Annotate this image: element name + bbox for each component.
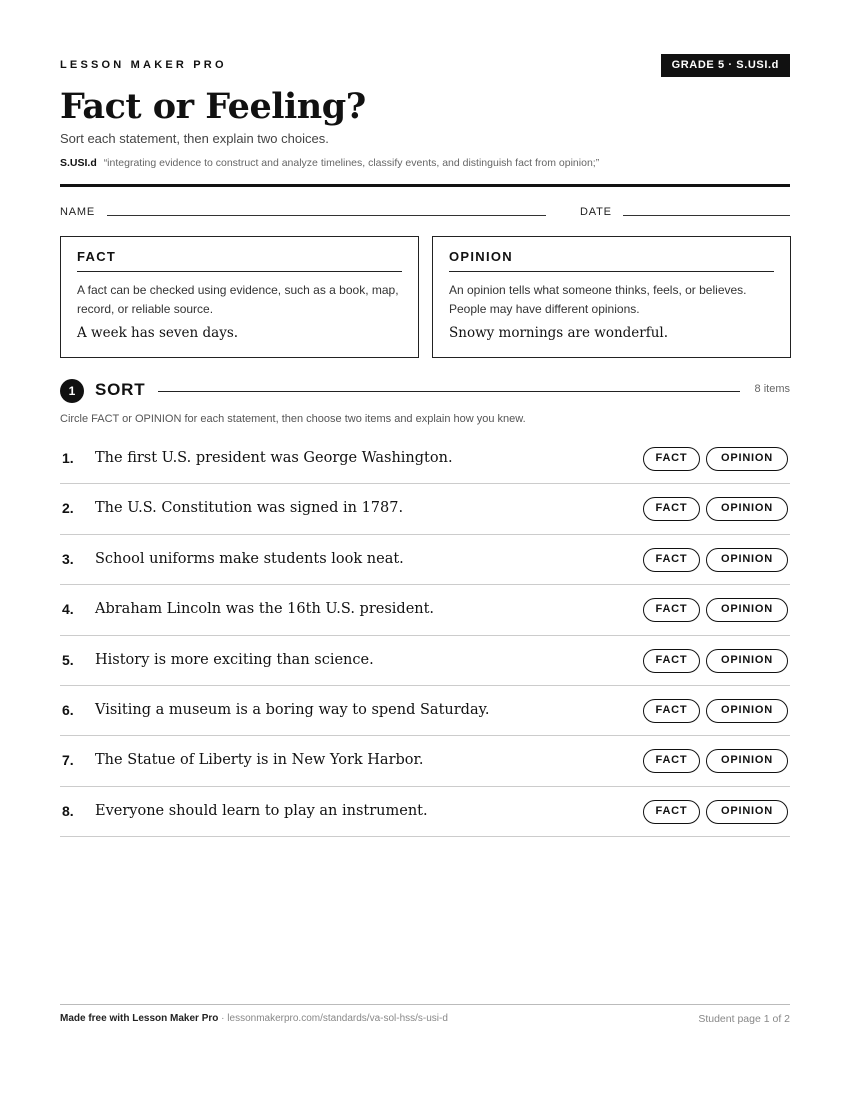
statement-item <box>60 434 790 484</box>
brand-name: LESSON MAKER PRO <box>60 59 227 71</box>
fact-choice-button[interactable]: FACT <box>643 447 700 471</box>
statement-item <box>60 585 790 635</box>
item-number: 6. <box>62 701 74 718</box>
item-number: 5. <box>62 651 74 668</box>
fact-choice-button[interactable]: FACT <box>643 699 700 723</box>
opinion-heading: OPINION <box>449 249 774 272</box>
opinion-example: Snowy mornings are wonderful. <box>449 325 669 341</box>
fact-choice-button[interactable]: FACT <box>643 497 700 521</box>
fact-choice-button[interactable]: FACT <box>643 800 700 824</box>
worksheet-page <box>60 0 790 1100</box>
statement-item <box>60 535 790 585</box>
fact-choice-button[interactable]: FACT <box>643 598 700 622</box>
section-number-badge: 1 <box>60 379 84 403</box>
fact-choice-button[interactable]: FACT <box>643 548 700 572</box>
header-divider <box>60 184 790 187</box>
opinion-choice-button[interactable]: OPINION <box>706 649 788 673</box>
footer-divider <box>60 1004 790 1005</box>
item-text: The U.S. Constitution was signed in 1787. <box>95 500 404 517</box>
fact-example: A week has seven days. <box>77 325 239 341</box>
item-number: 8. <box>62 802 74 819</box>
opinion-choice-button[interactable]: OPINION <box>706 749 788 773</box>
grade-badge: GRADE 5 · S.USI.d <box>661 54 790 77</box>
section-instructions: Circle FACT or OPINION for each statement, then choose two items and explain how you knew. <box>60 413 526 425</box>
standard-line <box>60 157 599 169</box>
standard-code: S.USI.d <box>60 157 97 169</box>
item-text: Everyone should learn to play an instrument. <box>95 802 428 819</box>
standard-text: “integrating evidence to construct and analyze timelines, classify events, and distinguish fact from opinion;” <box>103 157 600 169</box>
statement-item <box>60 686 790 736</box>
date-field[interactable] <box>623 215 790 216</box>
statement-item <box>60 787 790 837</box>
fact-definition-box <box>60 236 419 358</box>
statement-item <box>60 736 790 786</box>
page-title: Fact or Feeling? <box>60 86 366 127</box>
item-text: School uniforms make students look neat. <box>95 550 404 567</box>
opinion-description: An opinion tells what someone thinks, feels, or believes. People may have different opinions. <box>449 283 747 316</box>
name-label: NAME <box>60 206 95 218</box>
item-text: The Statue of Liberty is in New York Harbor. <box>95 752 424 769</box>
item-text: The first U.S. president was George Washington. <box>95 450 453 466</box>
item-text: Visiting a museum is a boring way to spend Saturday. <box>95 701 490 718</box>
name-field[interactable] <box>107 215 546 216</box>
item-number: 3. <box>62 550 74 567</box>
footer-url[interactable]: lessonmakerpro.com/standards/va-sol-hss/s-usi-d <box>227 1013 448 1024</box>
item-number: 1. <box>62 450 74 466</box>
footer-made-with: Made free with Lesson Maker Pro <box>60 1013 219 1024</box>
footer-separator: · <box>218 1013 228 1024</box>
fact-heading: FACT <box>77 249 402 272</box>
statement-item <box>60 484 790 534</box>
item-number: 7. <box>62 752 74 769</box>
footer-page-number: Student page 1 of 2 <box>698 1013 790 1025</box>
item-text: History is more exciting than science. <box>95 651 374 668</box>
section-divider <box>158 391 740 392</box>
statement-list <box>60 434 790 837</box>
opinion-choice-button[interactable]: OPINION <box>706 699 788 723</box>
item-number: 4. <box>62 601 74 618</box>
opinion-definition-box <box>432 236 791 358</box>
opinion-choice-button[interactable]: OPINION <box>706 800 788 824</box>
section-title: SORT <box>95 380 146 399</box>
fact-description: A fact can be checked using evidence, such as a book, map, record, or reliable source. <box>77 283 399 316</box>
footer-credit <box>60 1013 448 1024</box>
section-item-count: 8 items <box>754 383 790 395</box>
page-subtitle: Sort each statement, then explain two choices. <box>60 131 329 146</box>
item-number: 2. <box>62 500 74 517</box>
opinion-choice-button[interactable]: OPINION <box>706 497 788 521</box>
fact-choice-button[interactable]: FACT <box>643 749 700 773</box>
opinion-choice-button[interactable]: OPINION <box>706 548 788 572</box>
opinion-choice-button[interactable]: OPINION <box>706 447 788 471</box>
fact-choice-button[interactable]: FACT <box>643 649 700 673</box>
statement-item <box>60 636 790 686</box>
date-label: DATE <box>580 206 612 218</box>
item-text: Abraham Lincoln was the 16th U.S. president. <box>95 601 435 618</box>
opinion-choice-button[interactable]: OPINION <box>706 598 788 622</box>
